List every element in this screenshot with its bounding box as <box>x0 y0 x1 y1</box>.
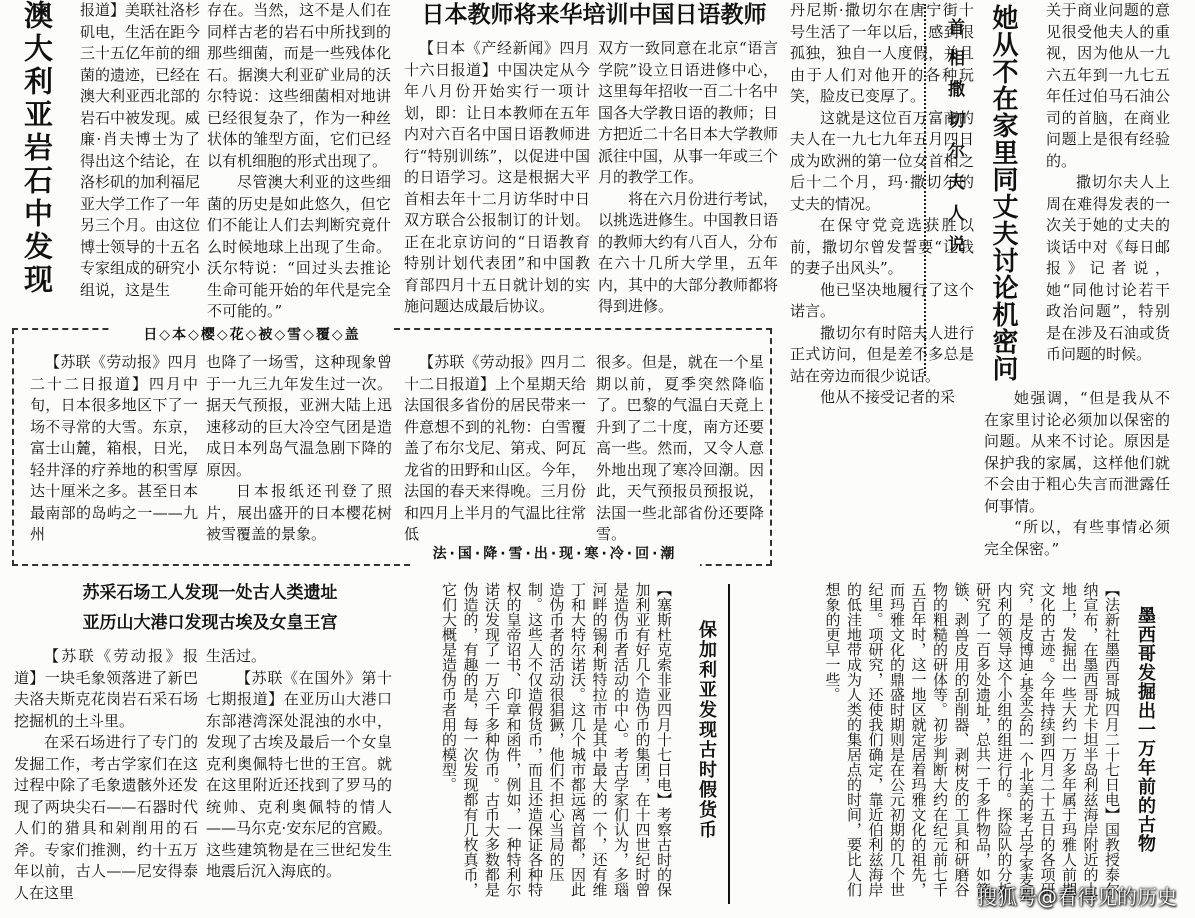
coins-article <box>398 582 674 908</box>
thatcher-column-2 <box>1046 0 1170 388</box>
france-column-2 <box>596 352 764 542</box>
coins-paragraph: 【塞斯杜克索非亚四月十七日电】考察古时的保加利亚有好几个造伪币的集团，在十四世纪时曾是造伪币者活动的中心。考古学家们认为，多瑙河畔的锡利斯特拉市是其中最大的一个，还有维丁和大特尔诺沃。这几个城市都远离首都，因此造伪币者的活动很猖獗，他们不担心当局的压制。这些人不仅造假货币，而且还造保证各种特权的皇帝诏书、印章和函件，例如，一种特利尔诺沃发现了一万六千多种伪币。古币大多数都是伪造的，有趣的是，每一次发现都有几枚真币，它们大概是造伪币者用的模型。 <box>440 582 673 897</box>
japan-teachers-column-1 <box>404 38 590 328</box>
mexico-paragraph: 【法新社墨西哥城四月二十七日电】国教授泰尔纳宣布，在墨西哥尤卡坦半岛利兹海岸附近的土地上，发掘出一些大约一万多年属于玛雅人前期文化的古迹。今年持续到四月二十五日的各项研究，是皮博迪·基金会的一个北美的考古学家麦克内利的领导这个小组的组进行的。探险队的分析研究了一百多处遗址，总共一千多件物品，如箭镞、剥兽皮用的刮削器、剥树皮的工具和研磨谷物的粗糙的研体等。初步判断大约在纪元前七千五百年时，这一地区就定居着玛雅文化的祖先，而玛雅文化的鼎盛时期则是在公元初期的几个世纪里。项研究，还使我们确定，靠近伯利兹海岸的低洼地带成为人类的集居点的时间，要比人们想象的更早一些。 <box>823 582 1121 902</box>
watermark: 搜狐号@看得见的历史 <box>977 885 1177 909</box>
sakura-paragraph: 【苏联《劳动报》四月二十二日报道】四月中旬，日本很多地区下了一场不寻常的大雪。东京，富士山麓，箱根，日光，轻井泽的疗养地的积雪厚达十厘米之多。甚至日本最南部的岛屿之一——九州 <box>30 353 198 542</box>
thatcher-paragraph: 丹尼斯·撒切尔在唐宁街十号生活了一年以后，感到很孤独，独自一人度假，并且由于人们对他开的各种玩笑，脸皮已变厚了。 <box>790 1 974 105</box>
quarry-paragraph: 【苏联《劳动报》报道】一块毛象领落进了新巴夫洛夫斯克花岗岩石采石场挖掘机的土斗里。 <box>14 647 198 730</box>
thatcher-column-3 <box>984 388 1170 578</box>
alexandria-column <box>206 646 392 908</box>
mexico-headline: 墨西哥发掘出一万年前的古物 <box>1135 606 1156 853</box>
alexandria-paragraph: 【苏联《在国外》第十七期报道】在亚历山大港口东部港湾深处混浊的水中，发现了古埃及最后一个女皇克利奥佩特七世的王宫。就在这里附近还找到了罗马的统帅、克利奥佩特的情人——马尔克·安东尼的宫殿。这些建筑物是在三世纪发生地震后沉入海底的。 <box>206 668 392 880</box>
thatcher-paragraph: 撒切尔夫人上周在难得发表的一次关于她的丈夫的谈话中对《每日邮报》记者说，她“同他讨论若干政治问题”，特别是在涉及石油或货币问题的时候。 <box>1046 173 1170 363</box>
alexandria-paragraph: 生活过。 <box>206 647 267 665</box>
japan-teachers-column-2 <box>598 38 778 328</box>
quarry-column-1 <box>14 646 198 908</box>
australia-paragraph: 报道】美联社洛杉矶电，生活在距今三十五亿年前的细菌的遗迹，已经在澳大利亚西北部的岩石中被发现。威廉·肖夫博士为了得出这个结论，在洛杉矶的加利福尼亚大学工作了一年另三个月。由这位博士领导的十五名专家组成的研究小组说，这是生 <box>80 1 200 299</box>
australia-column-2 <box>207 0 391 322</box>
australia-paragraph: 尽管澳大利亚的这些细菌的历史是如此悠久，但它们不能让人们去判断究竟什么时候地球上出现了生命。沃尔特说：“回过头去推论生命可能开始的年代是完全不可能的。” <box>207 173 391 320</box>
sakura-column-2 <box>206 352 392 542</box>
australia-column-1 <box>80 0 200 322</box>
coins-divider <box>728 584 730 904</box>
france-column-1 <box>404 352 586 542</box>
sakura-paragraph: 也降了一场雪，这种现象曾于一九三九年发生过一次。据天气预报，亚洲大陆上迅速移动的巨大冷空气团是造成日本列岛气温急剧下降的原因。 <box>206 353 392 479</box>
thatcher-paragraph: “所以，有些事情必须完全保密。” <box>984 518 1170 558</box>
thatcher-dotted-rule <box>924 4 926 376</box>
coins-headline: 保加利亚发现古时假货币 <box>696 620 717 840</box>
thatcher-paragraph: 关于商业问题的意见很受他夫人的重视，因为他从一九六五年到一九七五年任过伯马石油公司的首脑，在商业问题上是很有经验的。 <box>1046 1 1170 170</box>
thatcher-paragraph: 他已坚决地履行了这个诺言。 <box>790 280 974 320</box>
mexico-article <box>736 582 1122 908</box>
france-paragraph: 很多。但是，就在一个星期以前，夏季突然降临了。巴黎的气温白天竟上升到了二十度，南方还要高一些。然而，又令人意外地出现了寒冷回潮。因此，天气预报员预报说，法国一些北部省份还要降雪。 <box>596 353 764 542</box>
thatcher-kicker: 首相撒切尔夫人说 <box>944 18 964 266</box>
australia-paragraph: 存在。当然，这不是人们在同样古老的岩石中所找到的那些细菌，而是一些残体化石。据澳大利亚矿业局的沃尔特说：这些细菌相对地讲已经很复杂了，作为一种丝状体的雏型方面，它们已经以有机细胞的形式出现了。 <box>207 1 391 170</box>
thatcher-paragraph: 他从不接受记者的采 <box>820 388 956 406</box>
quarry-headline: 苏采石场工人发现一处古人类遗址 <box>82 583 338 603</box>
france-paragraph: 【苏联《劳动报》四月二十二日报道】上个星期天给法国很多省份的居民带来一件意想不到的礼物：白雪覆盖了布尔戈尼、第戎、阿瓦龙省的田野和山区。今年，法国的春天来得晚。三月份和四月上半月的气温比往常低 <box>404 353 586 542</box>
thatcher-paragraph: 撒切尔有时陪夫人进行正式访问，但是差不多总是站在旁边而很少说话。 <box>790 323 974 385</box>
sakura-column-1 <box>30 352 198 542</box>
thatcher-paragraph: 在保守党竞选获胜以前，撒切尔曾发誓要“让我的妻子出风头”。 <box>790 216 974 277</box>
japan-teachers-paragraph: 双方一致同意在北京“语言学院”设立日语进修中心，这里每年招收一百二十名中国各大学教日语的教师；日方把近二十名日本大学教师派往中国，从事一年或三个月的教学工作。 <box>598 39 778 186</box>
sakura-headline: 日◇本◇樱◇花◇被◇雪◇覆◇盖 <box>112 324 392 346</box>
japan-teachers-paragraph: 【日本《产经新闻》四月十六日报道】中国决定从今年八月份开始实行一项计划，即：让日本教师在五年内对六百名中国日语教师进行“特别训练”，以促进中国的日语学习。这是根据大平首相去年十二月访华时中日双方联合公报制订的计划。正在北京访问的“日语教育特别计划代表团”和中国教育部四月十五日就计划的实施问题达成最后协议。 <box>404 39 590 315</box>
japan-teachers-paragraph: 将在六月份进行考试，以挑选进修生。中国教日语的教师大约有八百人，分布在六十几所大学里，五年内，其中的大部分教师都将得到进修。 <box>598 189 778 315</box>
france-headline: 法·国·降·雪·出·现·寒·冷·回·潮 <box>410 542 700 566</box>
alexandria-headline: 亚历山大港口发现古埃及女皇王宫 <box>82 613 338 633</box>
thatcher-paragraph: 她强调，“但是我从不在家里讨论必须加以保密的问题。从来不讨论。原因是保护我的家属，这样他们就不会由于粗心失言而泄露任何事情。 <box>984 389 1170 515</box>
sakura-paragraph: 日本报纸还刊登了照片，展出盛开的日本樱花树被雪覆盖的景象。 <box>206 482 392 542</box>
thatcher-headline: 她从不在家里同丈夫讨论机密问 <box>988 4 1018 382</box>
japan-teachers-headline: 日本教师将来华培训中国日语教师 <box>421 2 767 28</box>
quarry-paragraph: 在采石场进行了专门的发掘工作，考古学家们在这过程中除了毛象遗骸外还发现了两块尖石——石器时代人们的猎具和剁削用的石斧。专家们推测，约十五万年以前，古人——尼安得泰人在这里 <box>14 733 198 902</box>
thatcher-paragraph: 这就是这位百万富商的夫人在一九七九年五月四日成为欧洲的第一位女首相之后十二个月，玛·撒切尔的丈夫的情况。 <box>790 108 974 213</box>
australia-headline: 澳大利亚岩石中发现 <box>20 0 54 297</box>
